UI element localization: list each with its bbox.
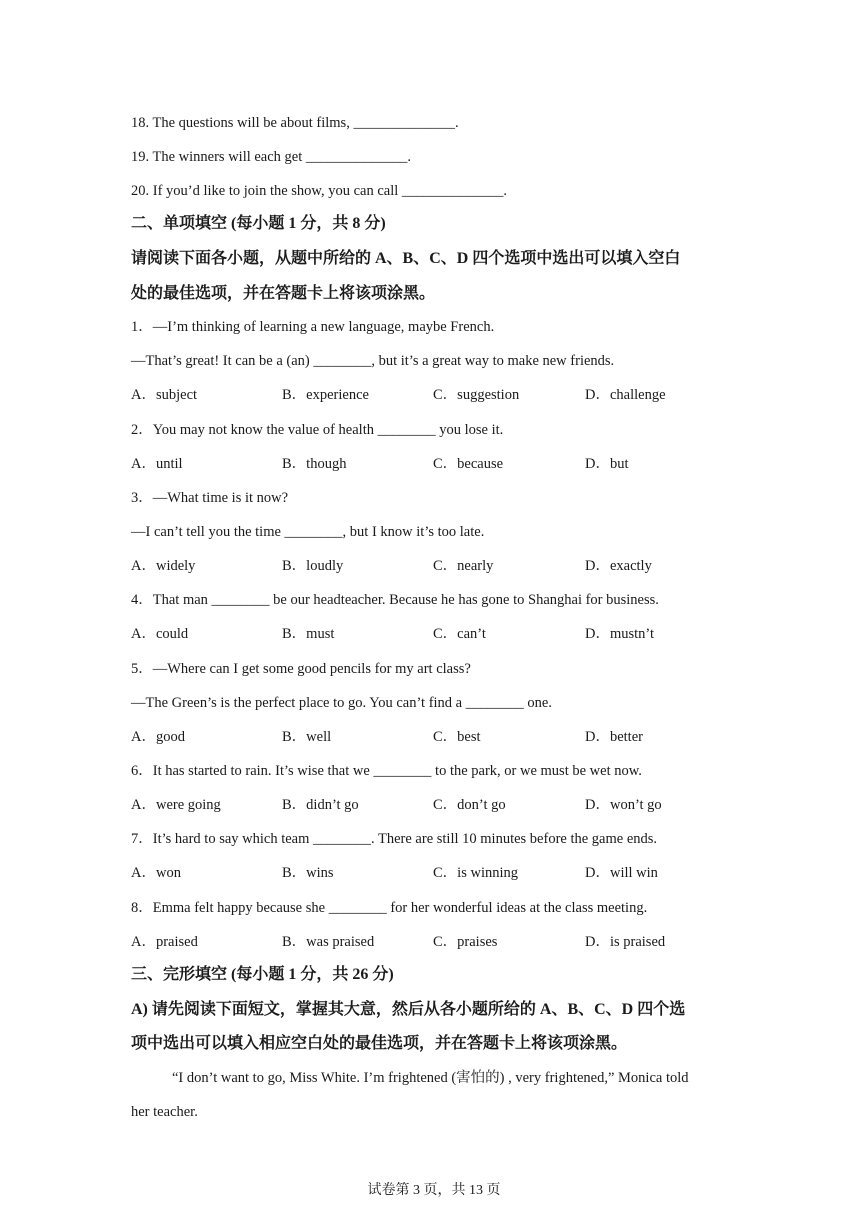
question-5-option-b: B．well [282, 729, 332, 745]
question-6-option-c: C．don’t go [433, 797, 506, 813]
question-4-stem: 4．That man ________ be our headteacher. Because he has gone to Shanghai for business. [131, 592, 659, 608]
section3-instruction-2: 项中选出可以填入相应空白处的最佳选项，并在答题卡上将该项涂黑。 [131, 1035, 628, 1052]
question-4-option-a: A．could [131, 626, 189, 642]
question-1-option-c: C．suggestion [433, 387, 520, 403]
question-6-option-b: B．didn’t go [282, 797, 359, 813]
question-2-option-b: B．though [282, 456, 347, 472]
passage-line-1: “I don’t want to go, Miss White. I’m frightened (害怕的) , very frightened,” Monica told [172, 1070, 689, 1086]
question-5-option-d: D．better [585, 729, 643, 745]
question-7-stem: 7．It’s hard to say which team ________. There are still 10 minutes before the game ends. [131, 831, 658, 847]
question-4-option-d: D．mustn’t [585, 626, 655, 642]
question-3-option-a: A．widely [131, 558, 196, 574]
question-8-option-c: C．praises [433, 934, 498, 950]
passage-line-2: her teacher. [131, 1104, 198, 1120]
question-4-option-c: C．can’t [433, 626, 486, 642]
question-3-option-c: C．nearly [433, 558, 494, 574]
listening-item-19: 19. The winners will each get ______________. [131, 149, 412, 165]
question-1-response: —That’s great! It can be a (an) ________, but it’s a great way to make new friends. [131, 353, 615, 369]
question-8-option-a: A．praised [131, 934, 198, 950]
question-7-option-b: B．wins [282, 865, 334, 881]
question-3-stem: 3．—What time is it now? [131, 490, 289, 506]
question-7-option-a: A．won [131, 865, 181, 881]
question-5-response: —The Green’s is the perfect place to go. You can’t find a ________ one. [131, 695, 552, 711]
section3-title: 三、完形填空 (每小题 1 分，共 26 分) [131, 966, 394, 983]
question-8-option-b: B．was praised [282, 934, 375, 950]
question-1-option-d: D．challenge [585, 387, 666, 403]
listening-item-20: 20. If you’d like to join the show, you can call ______________. [131, 183, 508, 199]
section2-instruction-2: 处的最佳选项，并在答题卡上将该项涂黑。 [131, 285, 436, 302]
section3-instruction-1: A) 请先阅读下面短文，掌握其大意，然后从各小题所给的 A、B、C、D 四个选 [131, 1001, 686, 1018]
question-3-response: —I can’t tell you the time ________, but I know it’s too late. [131, 524, 485, 540]
question-6-option-a: A．were going [131, 797, 221, 813]
question-8-option-d: D．is praised [585, 934, 666, 950]
question-2-option-c: C．because [433, 456, 504, 472]
question-6-option-d: D．won’t go [585, 797, 662, 813]
question-8-stem: 8．Emma felt happy because she ________ for her wonderful ideas at the class meeting. [131, 900, 648, 916]
page-footer: 试卷第 3 页，共 13 页 [367, 1183, 501, 1198]
question-3-option-b: B．loudly [282, 558, 344, 574]
question-1-stem: 1．—I’m thinking of learning a new language, maybe French. [131, 319, 495, 335]
question-3-option-d: D．exactly [585, 558, 652, 574]
section2-instruction-1: 请阅读下面各小题，从题中所给的 A、B、C、D 四个选项中选出可以填入空白 [131, 250, 681, 267]
listening-item-18: 18. The questions will be about films, ______________. [131, 115, 459, 131]
question-7-option-c: C．is winning [433, 865, 518, 881]
section2-title: 二、单项填空 (每小题 1 分，共 8 分) [131, 215, 386, 232]
question-5-option-c: C．best [433, 729, 481, 745]
question-6-stem: 6．It has started to rain. It’s wise that we ________ to the park, or we must be wet now. [131, 763, 642, 779]
question-5-option-a: A．good [131, 729, 185, 745]
question-2-option-a: A．until [131, 456, 183, 472]
question-2-option-d: D．but [585, 456, 629, 472]
question-2-stem: 2．You may not know the value of health ________ you lose it. [131, 422, 504, 438]
question-5-stem: 5．—Where can I get some good pencils for my art class? [131, 661, 471, 677]
question-1-option-a: A．subject [131, 387, 198, 403]
question-7-option-d: D．will win [585, 865, 658, 881]
question-1-option-b: B．experience [282, 387, 369, 403]
question-4-option-b: B．must [282, 626, 335, 642]
